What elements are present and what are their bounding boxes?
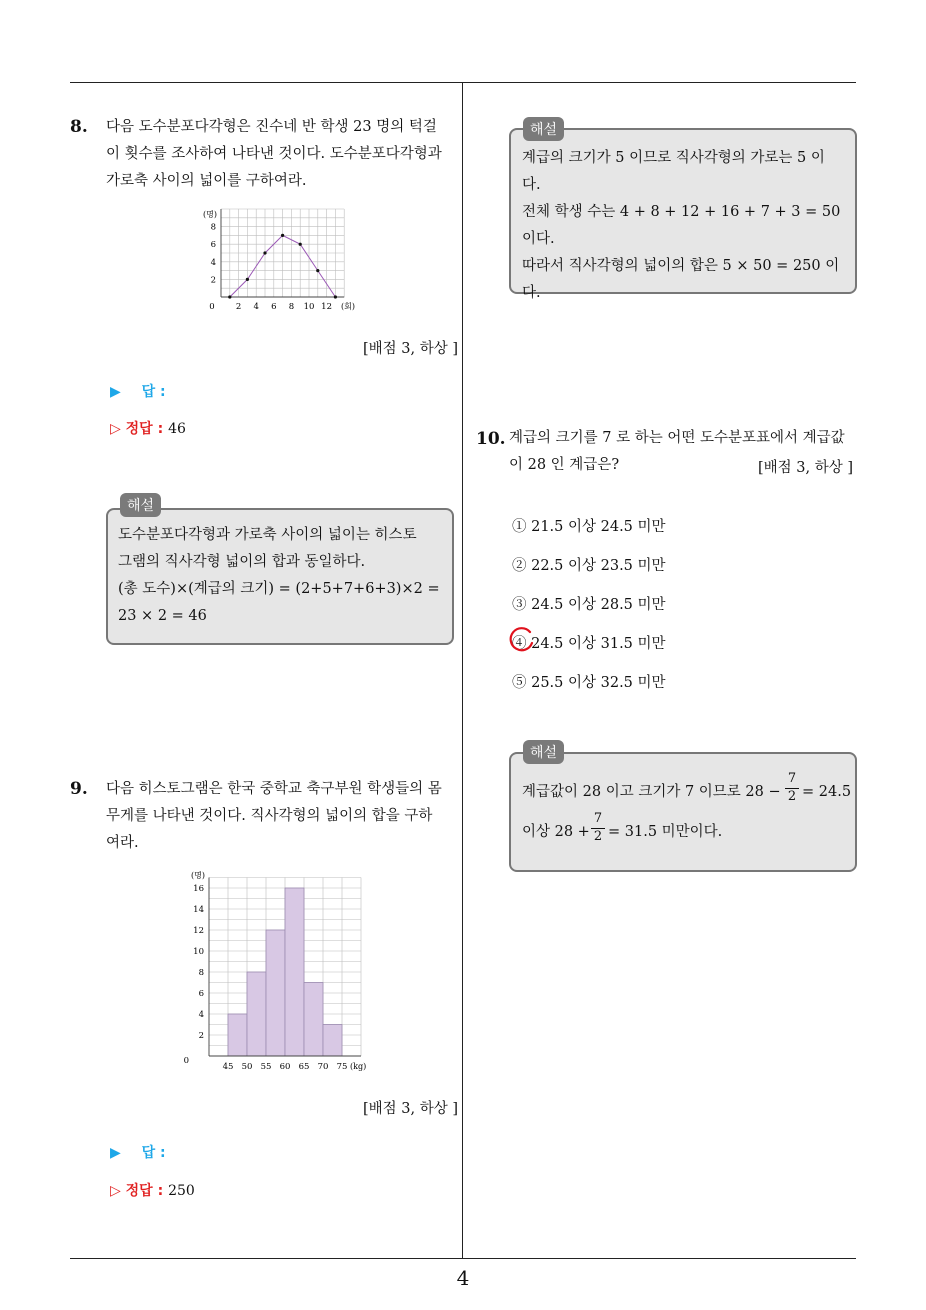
play-triangle-icon: ▶ [110,1145,121,1161]
y-tick-label: 0 [183,1056,189,1066]
q8-meta: [배점 3, 하상 ] [362,341,458,357]
option-text: 25.5 이상 32.5 미만 [531,675,666,691]
play-triangle-icon: ▶ [110,384,121,400]
q8-number: 8. [70,117,88,137]
x-tick-label: 0 [209,302,215,312]
x-tick-label: 60 [279,1062,291,1072]
q9-meta: [배점 3, 하상 ] [362,1101,458,1117]
y-tick-label: 8 [198,968,204,978]
solution-line: 전체 학생 수는 4 + 8 + 12 + 16 + 7 + 3 = 50 이다. [522,204,841,247]
x-tick-label: 12 [321,302,333,312]
histogram-bar [323,1025,342,1057]
x-axis-label: (회) [341,302,355,311]
y-tick-label: 12 [193,926,204,936]
option-text: 24.5 이상 28.5 미만 [531,597,666,613]
y-tick-label: 6 [210,240,216,251]
option-5[interactable] [512,671,666,692]
fraction-denominator: 2 [591,828,605,845]
y-tick-label: 14 [193,905,204,915]
solution-text-a: 계급값이 28 이고 크기가 7 이므로 28 − [522,784,781,800]
histogram-bar [304,983,323,1057]
q8-line: 가로축 사이의 넓이를 구하여라. [106,173,307,189]
correct-label: 정답 : [125,421,164,437]
histogram-bar [285,888,304,1056]
solution-label: 해설 [523,117,564,141]
x-tick-label: 70 [317,1062,329,1072]
solution-line: 계급의 크기가 5 이므로 직사각형의 가로는 5 이 [522,150,825,166]
option-2[interactable] [512,554,666,575]
outline-triangle-icon: ▷ [110,1183,121,1199]
solution-line: 도수분포다각형과 가로축 사이의 넓이는 히스토 [118,527,417,543]
option-1[interactable] [512,515,666,536]
x-tick-label: 45 [222,1062,234,1072]
y-tick-label: 6 [198,989,204,999]
q10-line: 이 28 인 계급은? [509,457,620,473]
fraction-7-2 [785,771,799,805]
correct-label: 정답 : [125,1183,164,1199]
solution-line: 그램의 직사각형 넓이의 합과 동일하다. [118,554,366,570]
data-point [281,234,284,237]
solution-line: (총 도수)×(계급의 크기) = (2+5+7+6+3)×2 = [118,581,440,597]
fraction-numerator: 7 [787,771,797,786]
histogram-bar [247,972,266,1056]
column-divider [462,83,463,1258]
page-number: 4 [456,1266,470,1290]
option-text: 21.5 이상 24.5 미만 [531,519,666,535]
q10-solution-line1 [522,779,781,806]
histogram-bar [266,930,285,1056]
y-tick-label: 8 [210,222,216,233]
q10-line: 계급의 크기를 7 로 하는 어떤 도수분포표에서 계급값 [509,430,845,446]
histogram-chart [185,866,375,1078]
frequency-polygon-chart [195,200,375,320]
q8-correct-row [110,418,186,438]
y-tick-label: 4 [210,257,216,268]
data-point [334,295,337,298]
q9-text [106,776,458,857]
y-tick-label: 10 [193,947,204,957]
x-tick-label: 2 [235,302,242,312]
q9-answer-row [110,1142,166,1162]
option-mark: ① [512,519,527,535]
x-tick-label: 55 [260,1062,272,1072]
solution-text-b: = 24.5 [802,784,852,800]
q9-line: 다음 히스토그램은 한국 중학교 축구부원 학생들의 몸 [106,781,442,797]
data-point [228,295,231,298]
x-axis-label: (kg) [350,1062,367,1071]
histogram-bar [228,1014,247,1056]
option-mark: ④ [512,636,527,652]
x-tick-label: 50 [241,1062,253,1072]
correct-value: 250 [168,1183,195,1199]
x-tick-label: 75 [336,1062,348,1072]
fraction-numerator: 7 [593,811,603,826]
option-text: 24.5 이상 31.5 미만 [531,636,666,652]
option-mark: ⑤ [512,675,527,691]
solution-line: 따라서 직사각형의 넓이의 합은 5 × 50 = 250 이 [522,258,840,274]
solution-label: 해설 [120,493,161,517]
q9-solution-text [522,145,854,307]
solution-line: 23 × 2 = 46 [118,608,207,624]
x-tick-label: 8 [288,302,295,312]
option-text: 22.5 이상 23.5 미만 [531,558,666,574]
solution-line: 다. [522,285,541,301]
x-tick-label: 10 [303,302,315,312]
x-tick-label: 4 [253,302,259,312]
data-point [263,251,266,254]
y-tick-label: 2 [198,1031,204,1041]
y-tick-label: 2 [210,275,216,286]
data-point [246,278,249,281]
q9-correct-row [110,1180,195,1200]
solution-line: 다. [522,177,541,193]
y-tick-label: 4 [198,1010,204,1020]
q8-line: 이 횟수를 조사하여 나타낸 것이다. 도수분포다각형과 [106,146,442,162]
q9-line: 여라. [106,835,139,851]
q8-line: 다음 도수분포다각형은 진수네 반 학생 23 명의 턱걸 [106,119,437,135]
y-axis-label: (명) [191,871,205,880]
y-tick-label: 16 [193,884,204,894]
data-point [316,269,319,272]
q8-solution-text [118,522,448,630]
q9-number: 9. [70,779,88,799]
solution-text-c: 이상 28 + [522,824,590,840]
x-tick-label: 65 [298,1062,310,1072]
correct-answer-circle-icon [508,626,536,654]
q10-meta: [배점 3, 하상 ] [757,460,853,476]
solution-label: 해설 [523,740,564,764]
q8-answer-row [110,381,166,401]
q10-solution-box [509,752,857,872]
q9-line: 무게를 나타낸 것이다. 직사각형의 넓이의 합을 구하 [106,808,433,824]
correct-value: 46 [168,421,186,437]
y-axis-label: (명) [203,210,217,219]
x-tick-label: 6 [271,302,277,312]
top-rule [70,82,856,83]
fraction-7-2 [591,811,605,845]
q8-text [106,114,458,195]
option-3[interactable] [512,593,666,614]
option-mark: ③ [512,597,527,613]
answer-label: 답 : [141,384,166,400]
fraction-denominator: 2 [785,788,799,805]
answer-label: 답 : [141,1145,166,1161]
outline-triangle-icon: ▷ [110,421,121,437]
q10-number: 10. [476,429,506,449]
bottom-rule [70,1258,856,1259]
data-point [299,243,302,246]
solution-text-d: = 31.5 미만이다. [608,824,723,840]
option-mark: ② [512,558,527,574]
